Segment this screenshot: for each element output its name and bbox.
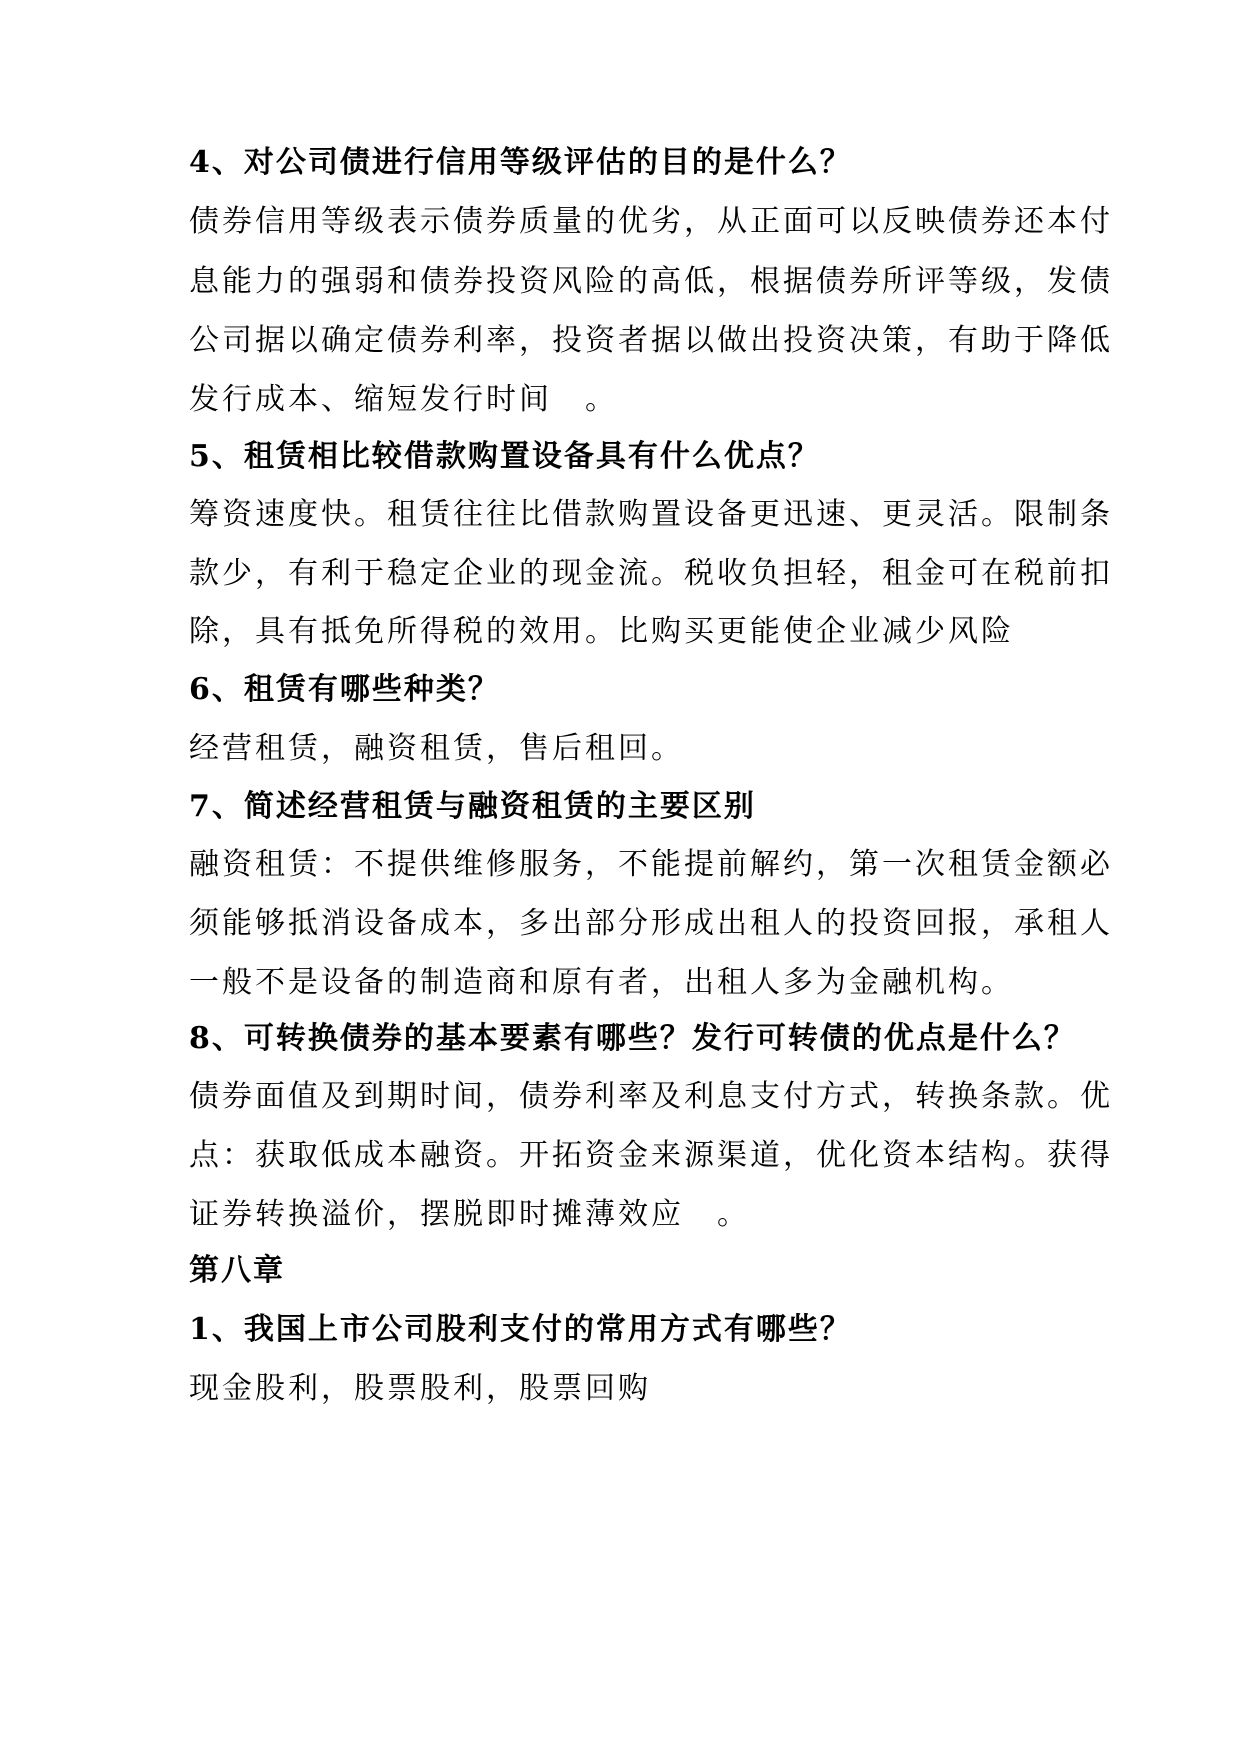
question-heading: 6、租赁有哪些种类？ <box>189 672 500 707</box>
answer-line: 点：获取低成本融资。开拓资金来源渠道，优化资本结构。获得 <box>189 1138 1113 1173</box>
answer-line: 经营租赁，融资租赁，售后租回。 <box>189 731 684 766</box>
answer-line: 发行成本、缩短发行时间 。 <box>189 382 618 417</box>
answer-line: 筹资速度快。租赁往往比借款购置设备更迅速、更灵活。限制条 <box>189 497 1113 532</box>
question-heading: 4、对公司债进行信用等级评估的目的是什么？ <box>189 145 852 180</box>
answer-line: 证券转换溢价，摆脱即时摊薄效应 。 <box>189 1197 750 1232</box>
question-heading: 5、租赁相比较借款购置设备具有什么优点？ <box>189 439 820 474</box>
answer-line: 债券信用等级表示债券质量的优劣，从正面可以反映债券还本付 <box>189 204 1113 239</box>
question-heading: 8、可转换债券的基本要素有哪些？发行可转债的优点是什么？ <box>189 1021 1076 1056</box>
chapter-title: 第八章 <box>189 1253 285 1288</box>
answer-line: 融资租赁：不提供维修服务，不能提前解约，第一次租赁金额必 <box>189 847 1113 882</box>
answer-line: 公司据以确定债券利率，投资者据以做出投资决策，有助于降低 <box>189 323 1113 358</box>
answer-line: 现金股利，股票股利，股票回购 <box>189 1371 651 1406</box>
answer-line: 债券面值及到期时间，债券利率及利息支付方式，转换条款。优 <box>189 1079 1113 1114</box>
answer-line: 须能够抵消设备成本，多出部分形成出租人的投资回报，承租人 <box>189 906 1113 941</box>
question-heading: 1、我国上市公司股利支付的常用方式有哪些？ <box>189 1312 852 1347</box>
answer-line: 一般不是设备的制造商和原有者，出租人多为金融机构。 <box>189 965 1014 1000</box>
answer-line: 除，具有抵免所得税的效用。比购买更能使企业减少风险 <box>189 614 1014 649</box>
question-heading: 7、简述经营租赁与融资租赁的主要区别 <box>189 789 756 824</box>
answer-line: 息能力的强弱和债券投资风险的高低，根据债券所评等级，发债 <box>189 264 1113 299</box>
answer-line: 款少，有利于稳定企业的现金流。税收负担轻，租金可在税前扣 <box>189 556 1113 591</box>
